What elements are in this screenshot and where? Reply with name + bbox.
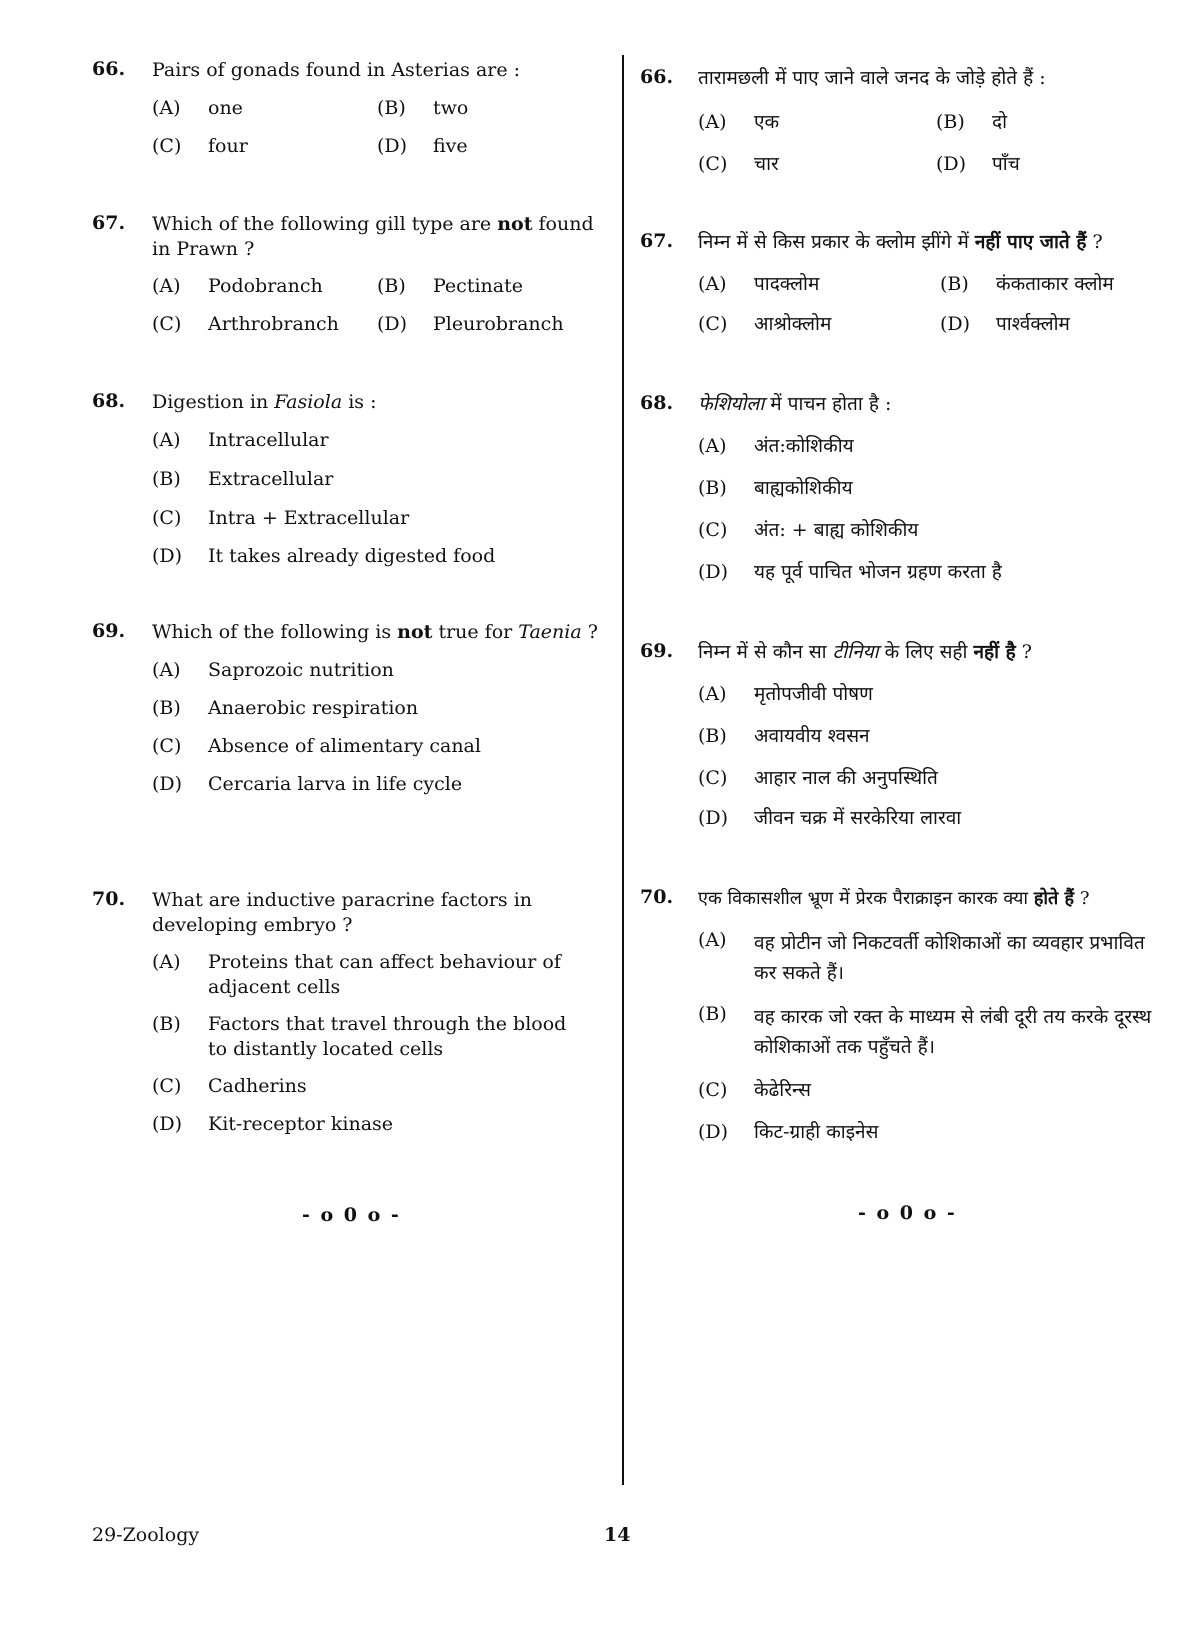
question-number: 69.: [92, 620, 126, 642]
question-number: 68.: [640, 392, 674, 414]
question-text: फेशियोला में पाचन होता है :: [698, 393, 892, 415]
question-number: 66.: [92, 58, 126, 80]
question-text: Which of the following gill type are not found in Prawn ?: [152, 213, 594, 260]
question-text: Pairs of gonads found in Asterias are :: [152, 59, 521, 81]
column-divider: [622, 55, 624, 1485]
question-number: 66.: [640, 66, 674, 88]
question-text: What are inductive paracrine factors in developing embryo ?: [152, 889, 533, 936]
question-text: Digestion in Fasiola is :: [152, 391, 377, 413]
question-text: Which of the following is not true for Taenia ?: [152, 621, 598, 643]
question-number: 69.: [640, 640, 674, 662]
end-mark: - o 0 o -: [302, 1204, 401, 1226]
question-number: 68.: [92, 390, 126, 412]
question-text: तारामछली में पाए जाने वाले जनद के जोड़े होते हैं :: [698, 67, 1046, 89]
question-text: निम्न में से कौन सा टीनिया के लिए सही नहीं है ?: [698, 641, 1032, 663]
end-mark: - o 0 o -: [858, 1202, 957, 1224]
question-number: 70.: [640, 886, 674, 908]
question-text: निम्न में से किस प्रकार के क्लोम झींगे में नहीं पाए जाते हैं ?: [698, 231, 1103, 253]
question-number: 67.: [92, 212, 126, 234]
question-number: 67.: [640, 230, 674, 252]
question-text: एक विकासशील भ्रूण में प्रेरक पैराक्राइन कारक क्या होते हैं ?: [698, 888, 1090, 909]
page-number: 14: [604, 1524, 631, 1546]
question-number: 70.: [92, 888, 126, 910]
subject-label: 29-Zoology: [92, 1524, 200, 1546]
